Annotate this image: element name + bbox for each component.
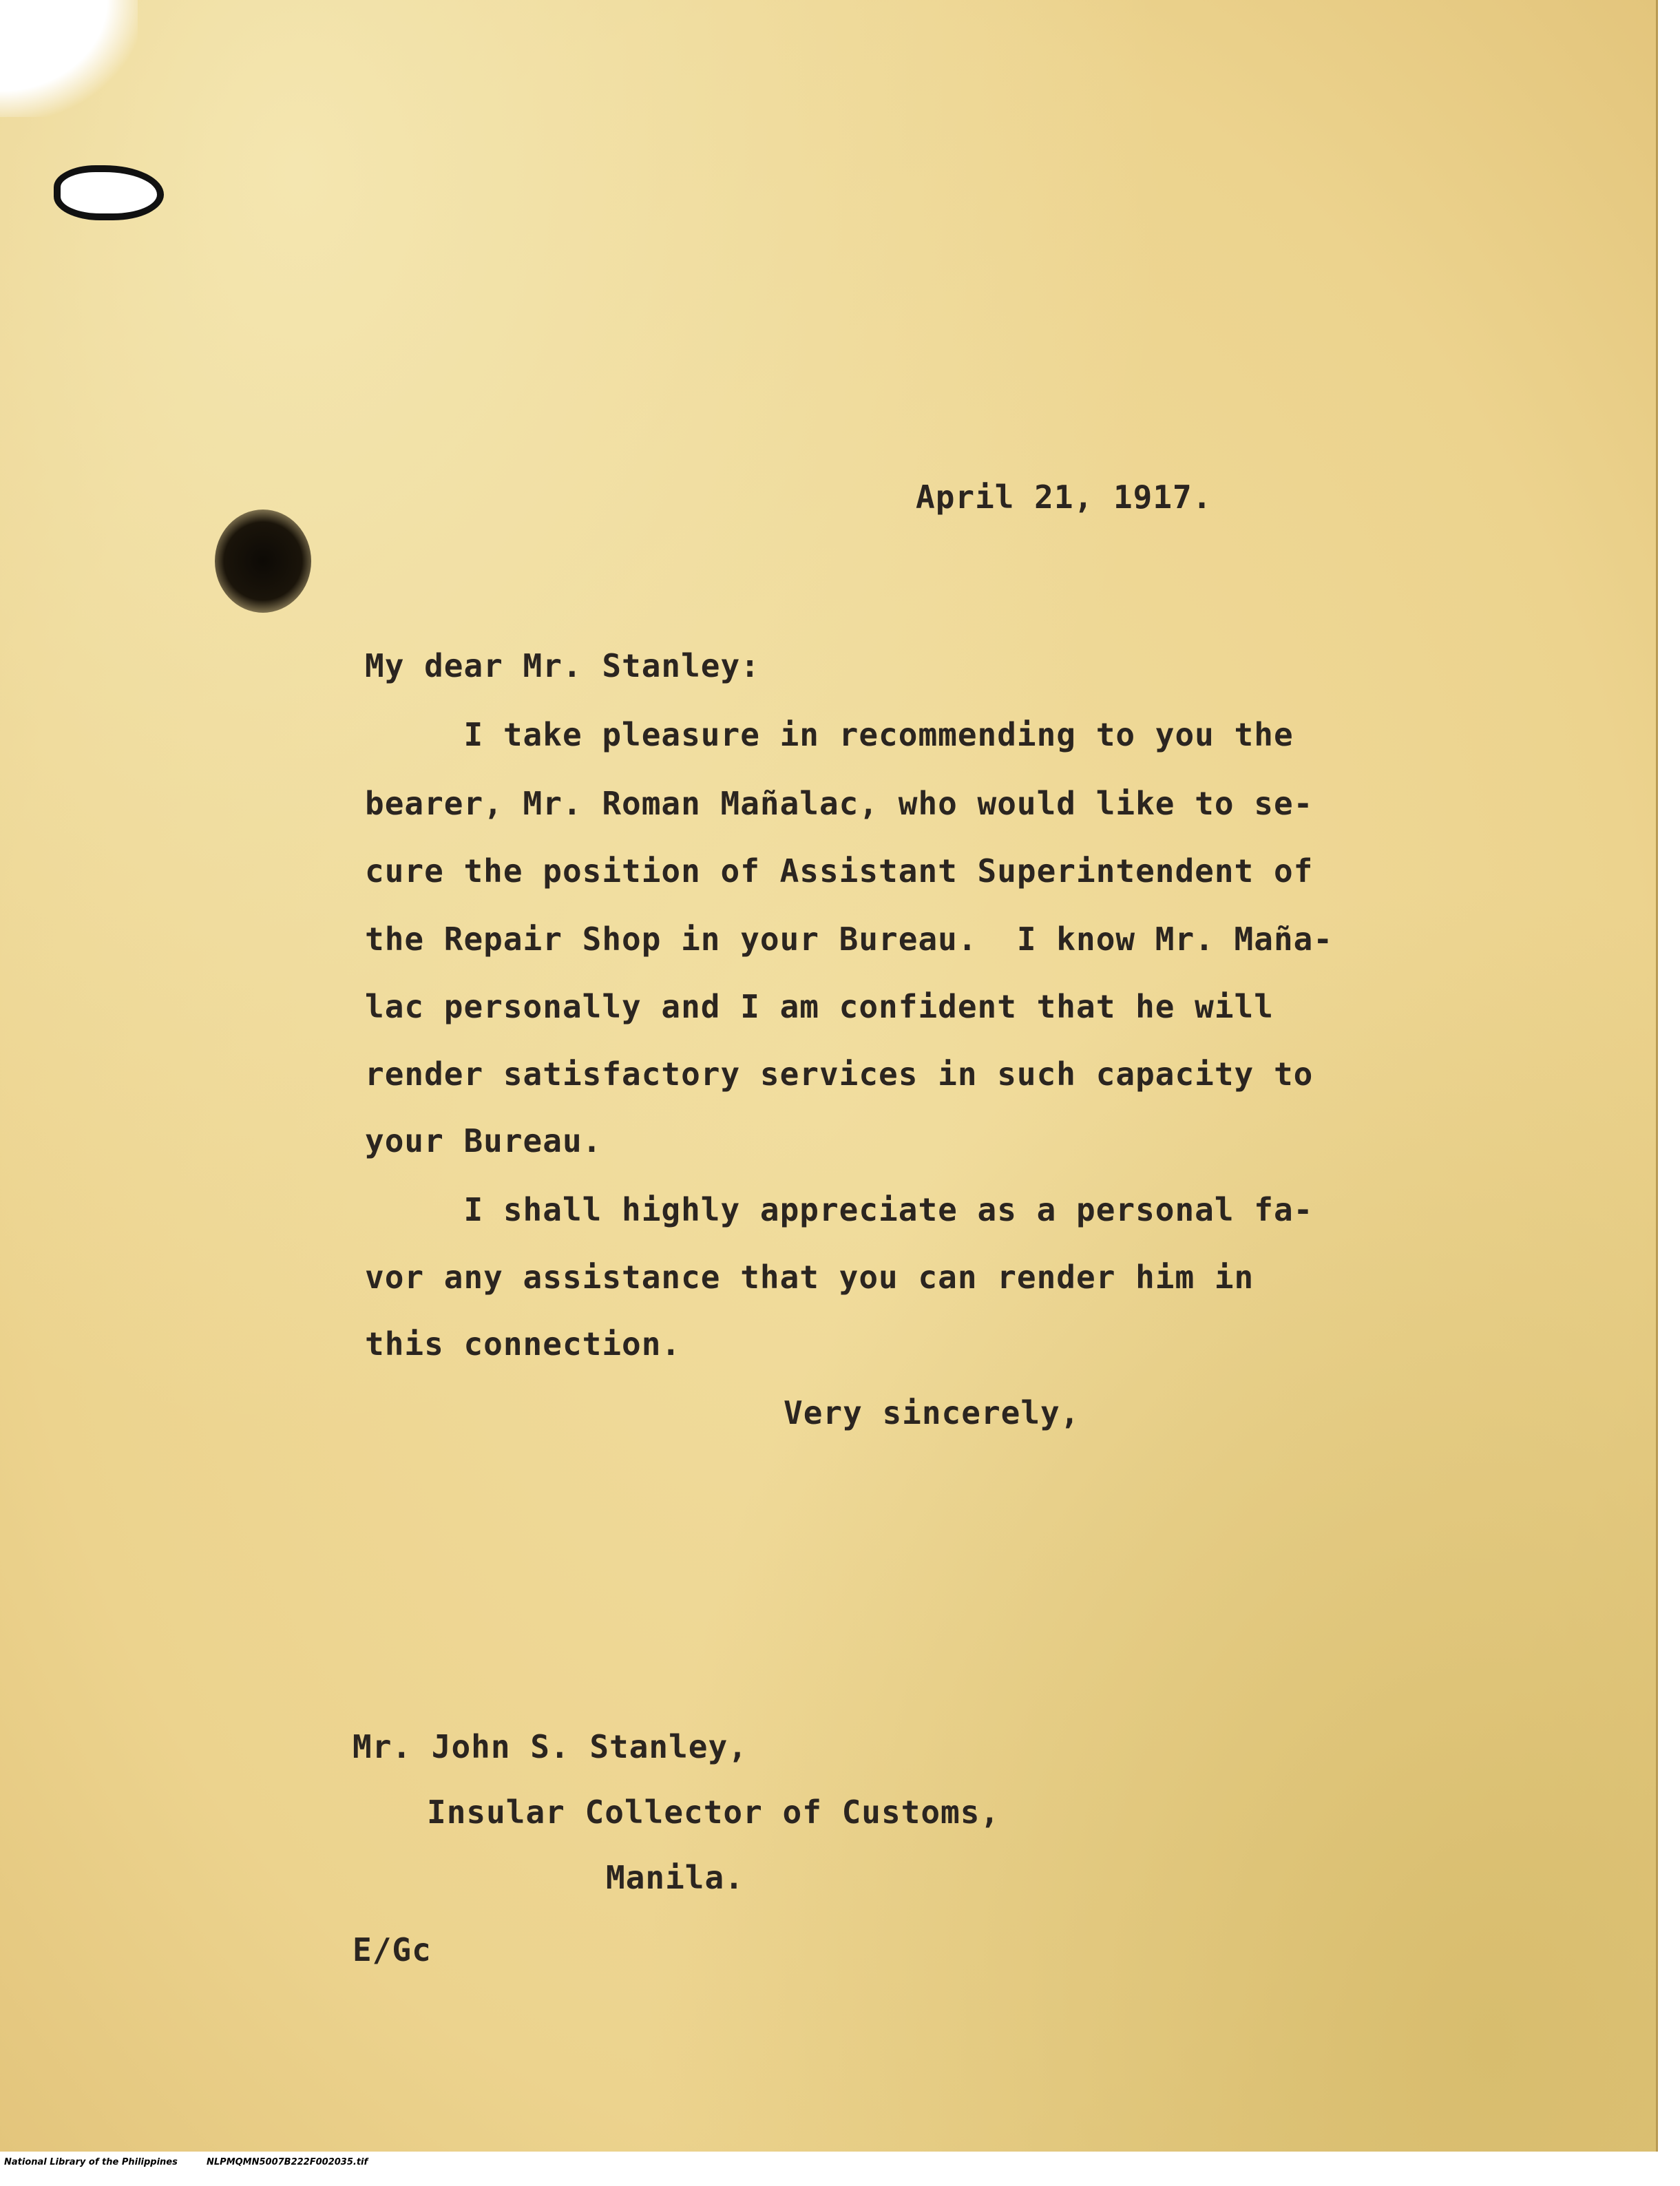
addressee-name: Mr. John S. Stanley,	[353, 1728, 748, 1765]
body-line: I shall highly appreciate as a personal fa-	[365, 1191, 1314, 1228]
salutation: My dear Mr. Stanley:	[365, 647, 760, 684]
body-line: lac personally and I am confident that he will	[365, 988, 1274, 1025]
body-line: cure the position of Assistant Superintendent of	[365, 852, 1314, 890]
body-line: the Repair Shop in your Bureau. I know Mr. Maña-	[365, 921, 1334, 958]
body-line: this connection.	[365, 1325, 682, 1363]
reference-initials: E/Gc	[353, 1931, 432, 1968]
body-line: vor any assistance that you can render him in	[365, 1259, 1254, 1296]
body-line: your Bureau.	[365, 1122, 602, 1159]
closing: Very sincerely,	[784, 1394, 1080, 1431]
paper-hole	[61, 172, 157, 213]
addressee-city: Manila.	[606, 1859, 744, 1896]
body-line: bearer, Mr. Roman Mañalac, who would like to se-	[365, 785, 1314, 822]
body-line: render satisfactory services in such capacity to	[365, 1055, 1314, 1093]
footer-institution: National Library of the Philippines	[4, 2157, 178, 2167]
footer-file-name: NLPMQMN5007B222F002035.tif	[207, 2157, 368, 2167]
torn-corner	[0, 0, 138, 117]
addressee-title: Insular Collector of Customs,	[427, 1794, 1000, 1831]
letter-date: April 21, 1917.	[916, 479, 1212, 516]
body-line: I take pleasure in recommending to you the	[365, 716, 1294, 753]
ink-stain	[215, 509, 311, 613]
